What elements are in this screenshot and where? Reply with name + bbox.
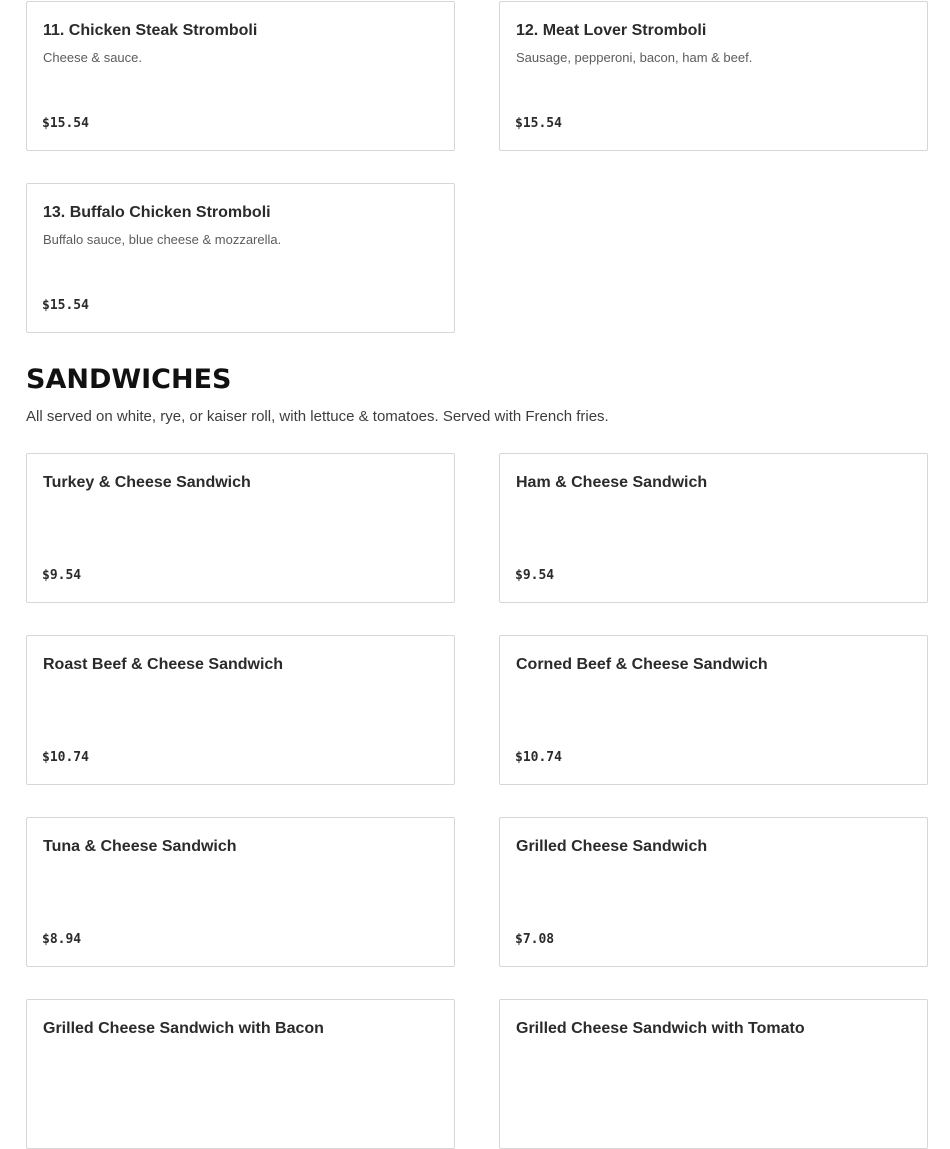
menu-item-name: Ham & Cheese Sandwich bbox=[516, 474, 708, 491]
menu-item-price: $15.54 bbox=[42, 298, 89, 313]
menu-item-card[interactable] bbox=[26, 183, 455, 333]
menu-item-card[interactable] bbox=[26, 1, 455, 151]
menu-item-price: $15.54 bbox=[42, 116, 89, 131]
menu-item-card[interactable] bbox=[499, 999, 928, 1149]
menu-item-description: Buffalo sauce, blue cheese & mozzarella. bbox=[43, 232, 282, 247]
menu-item-name: 11. Chicken Steak Stromboli bbox=[43, 22, 258, 39]
menu-item-name: Roast Beef & Cheese Sandwich bbox=[43, 656, 284, 673]
menu-item-card[interactable] bbox=[26, 817, 455, 967]
menu-item-card[interactable] bbox=[499, 817, 928, 967]
menu-item-card[interactable] bbox=[499, 1, 928, 151]
menu-item-price: $10.74 bbox=[42, 750, 89, 765]
menu-item-name: Grilled Cheese Sandwich bbox=[516, 838, 708, 855]
menu-item-price: $9.54 bbox=[515, 568, 555, 583]
menu-item-name: Turkey & Cheese Sandwich bbox=[43, 474, 251, 491]
menu-item-name: Tuna & Cheese Sandwich bbox=[43, 838, 237, 855]
menu-item-description: Cheese & sauce. bbox=[43, 50, 143, 65]
menu-item-price: $9.54 bbox=[42, 568, 82, 583]
menu-item-card[interactable] bbox=[26, 999, 455, 1149]
menu-item-card[interactable] bbox=[499, 635, 928, 785]
menu-item-price: $10.74 bbox=[515, 750, 562, 765]
menu-item-card[interactable] bbox=[26, 635, 455, 785]
menu-item-card[interactable] bbox=[499, 453, 928, 603]
menu-item-name: Grilled Cheese Sandwich with Bacon bbox=[43, 1020, 324, 1037]
menu-item-name: Corned Beef & Cheese Sandwich bbox=[516, 656, 768, 673]
menu-item-price: $7.08 bbox=[515, 932, 555, 947]
menu-item-name: 13. Buffalo Chicken Stromboli bbox=[43, 204, 271, 221]
section-title: SANDWICHES bbox=[26, 364, 232, 395]
menu-item-price: $8.94 bbox=[42, 932, 82, 947]
menu-item-name: 12. Meat Lover Stromboli bbox=[516, 22, 707, 39]
menu-item-description: Sausage, pepperoni, bacon, ham & beef. bbox=[516, 50, 753, 65]
menu-item-name: Grilled Cheese Sandwich with Tomato bbox=[516, 1020, 805, 1037]
menu-item-price: $15.54 bbox=[515, 116, 562, 131]
menu-item-card[interactable] bbox=[26, 453, 455, 603]
section-description: All served on white, rye, or kaiser roll, with lettuce & tomatoes. Served with French fries. bbox=[26, 408, 609, 425]
